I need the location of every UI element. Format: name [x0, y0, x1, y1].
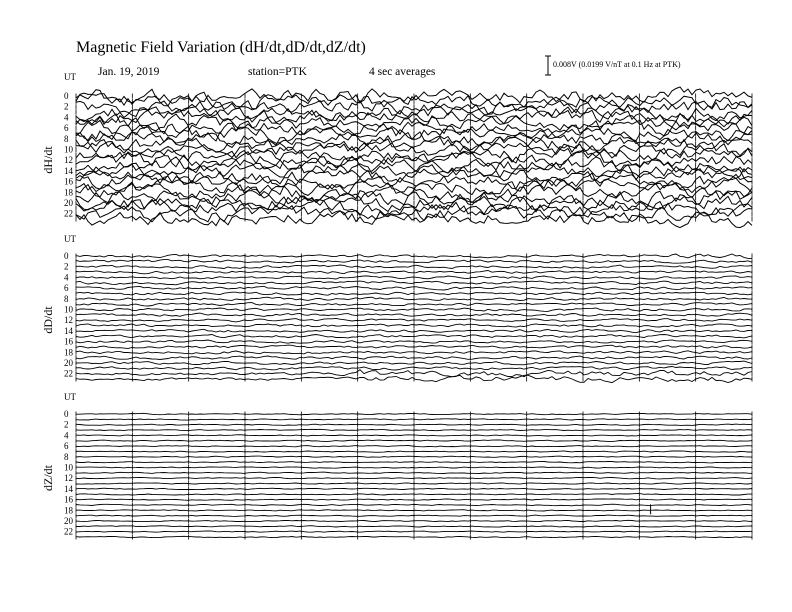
- row-label: 6: [64, 123, 69, 134]
- row-label: 10: [64, 462, 73, 473]
- row-label: 14: [64, 165, 73, 176]
- ylabel-dZ: dZ/dt: [41, 465, 55, 491]
- ylabel-dD: dD/dt: [41, 306, 55, 334]
- averages-label: 4 sec averages: [369, 66, 436, 78]
- row-label: 22: [64, 526, 73, 537]
- row-label: 2: [64, 101, 69, 112]
- row-label: 20: [64, 198, 73, 208]
- station-label: station=PTK: [248, 66, 307, 78]
- row-label: 10: [64, 304, 73, 315]
- ut-label: UT: [64, 392, 76, 402]
- row-label: 4: [64, 272, 69, 283]
- panel-dH: [41, 72, 752, 228]
- panel-dZ: [41, 392, 752, 540]
- row-label: 0: [64, 409, 69, 419]
- row-label: 6: [64, 283, 69, 294]
- row-label: 20: [64, 516, 73, 526]
- date-label: Jan. 19, 2019: [98, 66, 160, 78]
- row-label: 14: [64, 483, 73, 494]
- row-label: 8: [64, 451, 69, 462]
- row-label: 12: [64, 315, 73, 326]
- row-label: 16: [64, 494, 73, 505]
- row-label: 18: [64, 187, 73, 198]
- row-label: 12: [64, 155, 73, 166]
- row-label: 2: [64, 419, 69, 430]
- row-label: 0: [64, 91, 69, 101]
- row-label: 18: [64, 347, 73, 358]
- ut-label: UT: [64, 234, 76, 244]
- row-label: 4: [64, 112, 69, 123]
- chart-title: Magnetic Field Variation (dH/dt,dD/dt,dZ/dt): [76, 39, 366, 56]
- row-label: 16: [64, 176, 73, 187]
- row-label: 4: [64, 430, 69, 441]
- row-label: 6: [64, 441, 69, 452]
- row-label: 22: [64, 208, 73, 219]
- panel-dD: [41, 234, 752, 383]
- row-label: 2: [64, 261, 69, 272]
- row-label: 0: [64, 251, 69, 261]
- scale-bar-label: 0.008V (0.0199 V/nT at 0.1 Hz at PTK): [553, 60, 681, 69]
- scale-bar: [545, 56, 551, 75]
- row-label: 20: [64, 358, 73, 368]
- row-label: 8: [64, 133, 69, 144]
- row-label: 18: [64, 505, 73, 516]
- ylabel-dH: dH/dt: [41, 146, 55, 174]
- row-label: 14: [64, 325, 73, 336]
- row-label: 10: [64, 144, 73, 155]
- row-label: 8: [64, 293, 69, 304]
- row-label: 16: [64, 336, 73, 347]
- row-label: 22: [64, 368, 73, 379]
- row-label: 12: [64, 473, 73, 484]
- ut-label: UT: [64, 72, 76, 82]
